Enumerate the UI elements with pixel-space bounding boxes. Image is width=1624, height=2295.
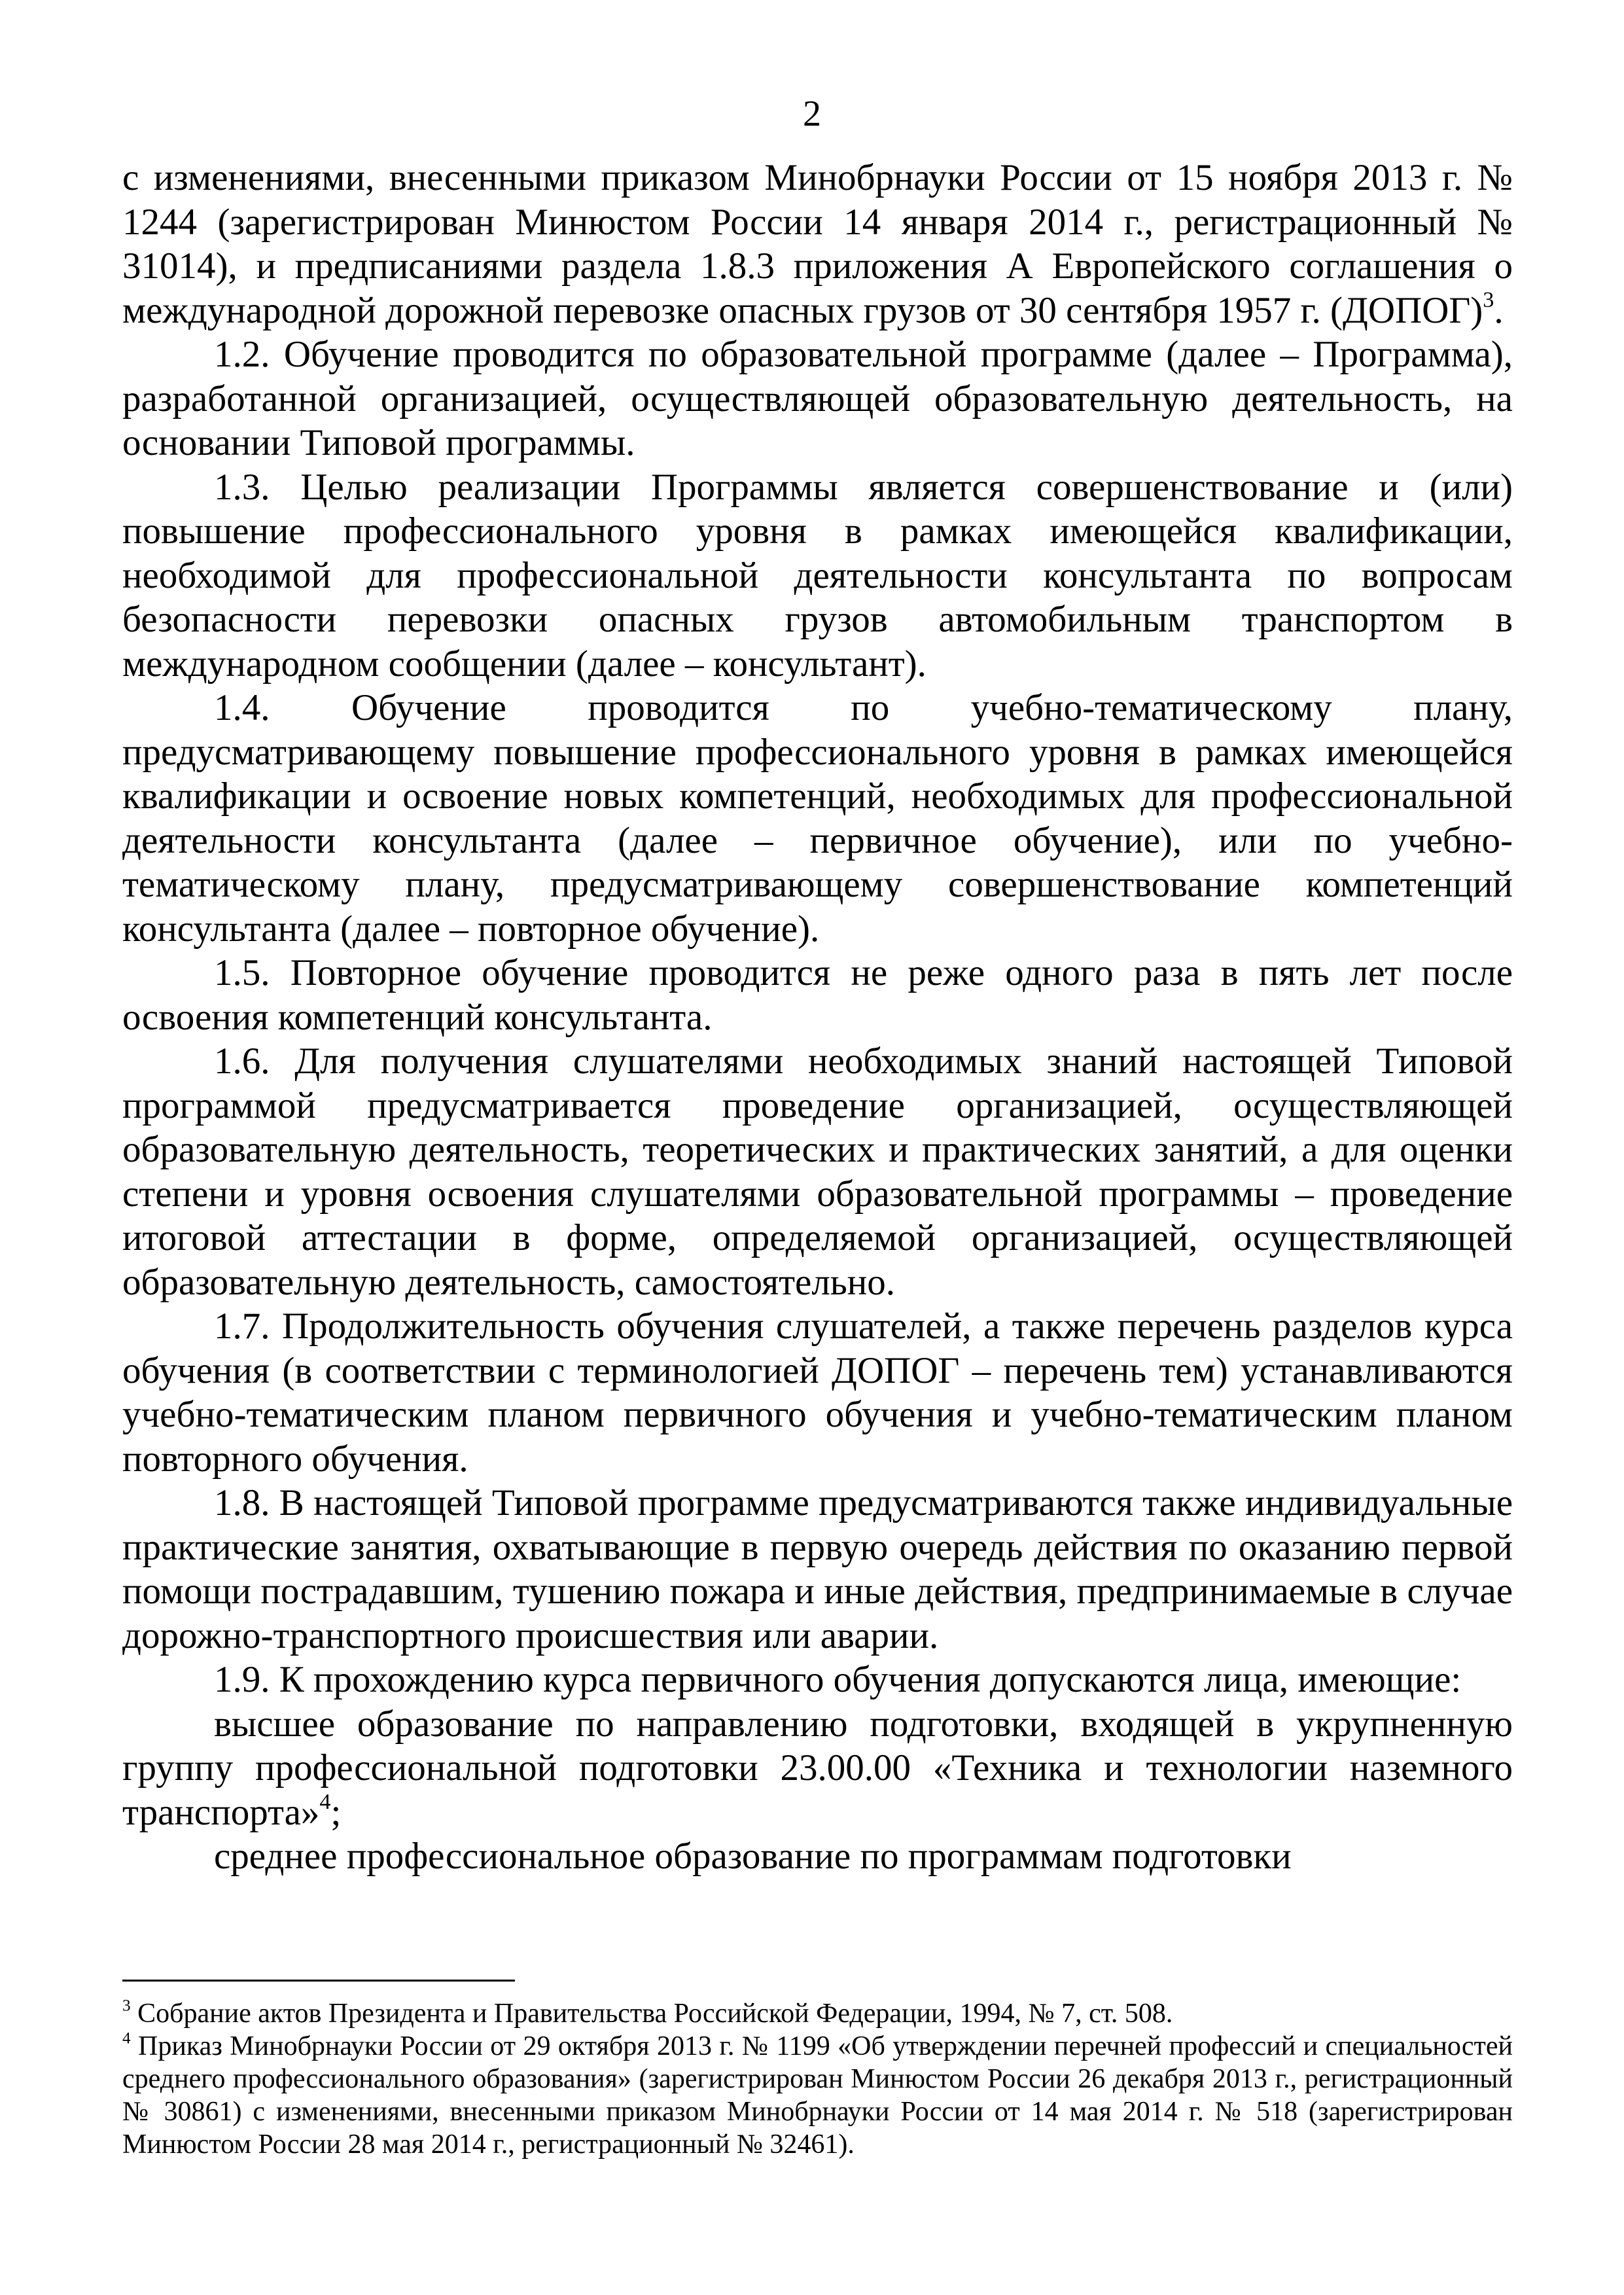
paragraph-secondary-education: среднее профессиональное образование по программам подготовки bbox=[214, 1836, 1292, 1877]
footnote-divider bbox=[122, 1980, 515, 1982]
paragraph-1-8: 1.8. В настоящей Типовой программе предусматриваются также индивидуальные практические занятия, охватывающие в первую очередь действия по оказанию первой помощи пострадавшим, тушению пожара и иные действия, предпринимаемые в случае дорожно-транспортного происшествия или аварии. bbox=[122, 1482, 1513, 1656]
paragraph-1-3: 1.3. Целью реализации Программы является совершенствование и (или) повышение профессионального уровня в рамках имеющейся квалификации, необходимой для профессиональной деятельности консультанта по вопросам безопасности перевозки опасных грузов автомобильным транспортом в международном сообщении (далее – консультант). bbox=[122, 466, 1513, 685]
footnote-ref-3: 3 bbox=[1483, 287, 1494, 312]
document-body bbox=[122, 156, 1513, 1879]
page-number: 2 bbox=[803, 94, 821, 134]
paragraph-higher-education: высшее образование по направлению подготовки, входящей в укрупненную группу профессиональной подготовки 23.00.00 «Техника и технологии наземного транспорта»$^4$; bbox=[122, 1703, 1513, 1833]
footnotes bbox=[122, 1997, 1513, 2161]
paragraph-1-7: 1.7. Продолжительность обучения слушателей, а также перечень разделов курса обучения (в соответствии с терминологией ДОПОГ – перечень тем) устанавливаются учебно-тематическим планом первичного обучения и учебно-тематическим планом повторного обучения. bbox=[122, 1306, 1513, 1480]
footnote-ref-4: 4 bbox=[319, 1789, 331, 1814]
footnote-4: $^4$ Приказ Минобрнауки России от 29 октября 2013 г. № 1199 «Об утверждении перечней профессий и специальностей среднего профессионального образования» (зарегистрирован Минюстом России 26 декабря 2013 г., регистрационный № 30861) с изменениями, внесенными приказом Минобрнауки России от 14 мая 2014 г. № 518 (зарегистрирован Минюстом России 28 мая 2014 г., регистрационный № 32461). bbox=[122, 2029, 1513, 2160]
paragraph-continuation: с изменениями, внесенными приказом Минобрнауки России от 15 ноября 2013 г. № 1244 (зарегистрирован Минюстом России 14 января 2014 г., регистрационный № 31014), и предписаниями раздела 1.8.3 приложения А Европейского соглашения о международной дорожной перевозке опасных грузов от 30 сентября 1957 г. (ДОПОГ)$^3$. bbox=[122, 157, 1513, 331]
paragraph-1-4: 1.4. Обучение проводится по учебно-тематическому плану, предусматривающему повышение профессионального уровня в рамках имеющейся квалификации и освоение новых компетенций, необходимых для профессиональной деятельности консультанта (далее – первичное обучение), или по учебно-тематическому плану, предусматривающему совершенствование компетенций консультанта (далее – повторное обучение). bbox=[122, 687, 1513, 950]
paragraph-1-6: 1.6. Для получения слушателями необходимых знаний настоящей Типовой программой предусматривается проведение организацией, осуществляющей образовательную деятельность, теоретических и практических занятий, а для оценки степени и уровня освоения слушателями образовательной программы – проведение итоговой аттестации в форме, определяемой организацией, осуществляющей образовательную деятельность, самостоятельно. bbox=[122, 1041, 1513, 1303]
paragraph-1-9: 1.9. К прохождению курса первичного обучения допускаются лица, имеющие: bbox=[214, 1659, 1462, 1700]
paragraph-1-2: 1.2. Обучение проводится по образовательной программе (далее – Программа), разработанной организацией, осуществляющей образовательную деятельность, на основании Типовой программы. bbox=[122, 334, 1513, 463]
footnote-3: $^3$ Собрание актов Президента и Правительства Российской Федерации, 1994, № 7, ст. 508. bbox=[122, 1997, 1173, 2029]
paragraph-1-5: 1.5. Повторное обучение проводится не реже одного раза в пять лет после освоения компетенций консультанта. bbox=[122, 952, 1513, 1038]
